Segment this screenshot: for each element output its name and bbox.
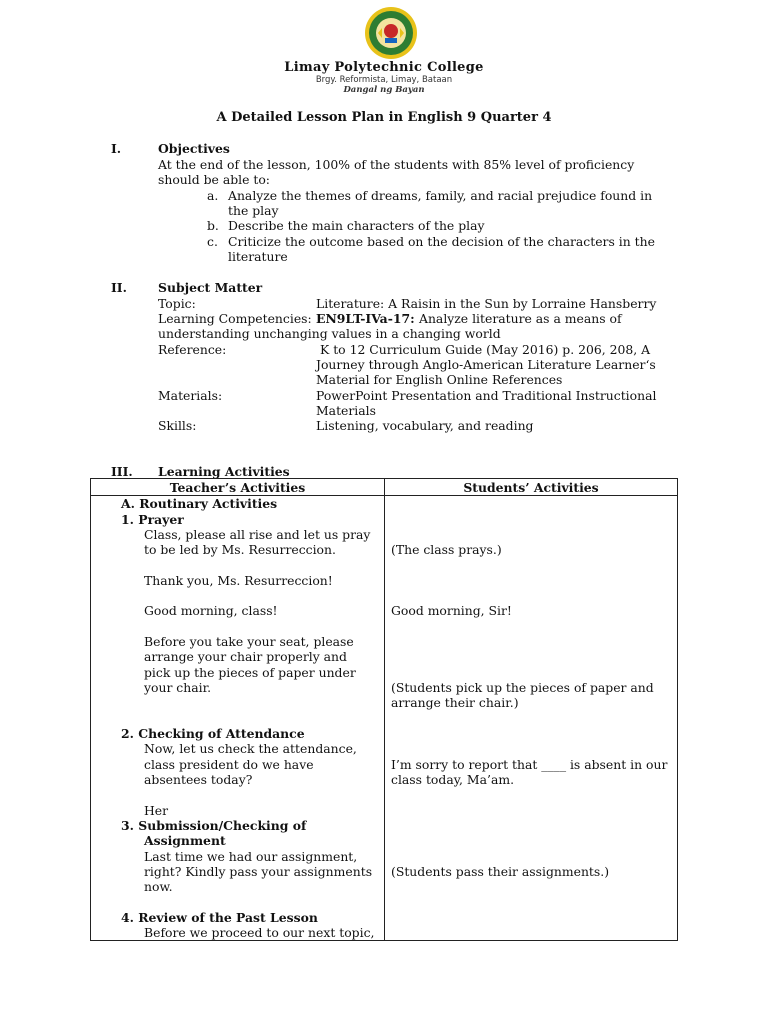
topic-label: Topic: (158, 296, 196, 311)
section-heading-activities: Learning Activities (158, 464, 290, 479)
topic-value: Literature: A Raisin in the Sun by Lorraine Hansberry (316, 296, 657, 311)
objectives-intro: At the end of the lesson, 100% of the students with 85% level of proficiency (158, 157, 635, 172)
competency-code: EN9LT-IVa-17: (316, 311, 415, 326)
document-title: A Detailed Lesson Plan in English 9 Quarter 4 (216, 110, 552, 125)
section-heading-subject: Subject Matter (158, 280, 263, 295)
objective-item: Criticize the outcome based on the decision of the characters in the (228, 234, 655, 249)
skills-label: Skills: (158, 418, 197, 433)
objective-letter: c. (207, 234, 218, 249)
teacher-line: pick up the pieces of paper under (144, 665, 356, 680)
student-line: (Students pass their assignments.) (391, 864, 610, 879)
teacher-line: Now, let us check the attendance, (144, 741, 357, 756)
competency-value: Analyze literature as a means of (419, 311, 622, 326)
teacher-line: Last time we had our assignment, (144, 849, 358, 864)
subheading-review: 4. Review of the Past Lesson (121, 910, 318, 925)
teacher-line: Before you take your seat, please (144, 634, 354, 649)
teacher-line: arrange your chair properly and (144, 649, 347, 664)
college-motto: Dangal ng Bayan (343, 85, 425, 95)
teacher-line: to be led by Ms. Resurreccion. (144, 542, 336, 557)
teacher-line: right? Kindly pass your assignments (144, 864, 373, 879)
teacher-line: Her (144, 803, 169, 818)
activities-table (90, 478, 678, 941)
teacher-line: Good morning, class! (144, 603, 278, 618)
teacher-line: Before we proceed to our next topic, (144, 925, 375, 940)
column-header-students: Students’ Activities (463, 480, 599, 495)
college-address: Brgy. Reformista, Limay, Bataan (315, 75, 453, 85)
college-seal-logo (364, 6, 418, 60)
competencies-label: Learning Competencies: (158, 311, 312, 326)
objective-letter: a. (207, 188, 219, 203)
reference-value: K to 12 Curriculum Guide (May 2016) p. 206, 208, A (320, 342, 651, 357)
competency-value: understanding unchanging values in a changing world (158, 326, 501, 341)
student-line: (The class prays.) (391, 542, 502, 557)
teacher-line: your chair. (144, 680, 212, 695)
reference-value: Journey through Anglo-American Literature Learner‘s (316, 357, 656, 372)
reference-value: Material for English Online References (316, 372, 563, 387)
objective-item: Describe the main characters of the play (228, 218, 485, 233)
subheading-attendance: 2. Checking of Attendance (121, 726, 305, 741)
section-number: I. (111, 141, 122, 156)
college-name: Limay Polytechnic College (284, 60, 484, 75)
teacher-line: class president do we have (144, 757, 314, 772)
section-number: II. (111, 280, 127, 295)
student-line: arrange their chair.) (391, 695, 519, 710)
teacher-line: now. (144, 879, 173, 894)
materials-label: Materials: (158, 388, 223, 403)
teacher-line: Class, please all rise and let us pray (144, 527, 371, 542)
objectives-intro: should be able to: (158, 172, 270, 187)
student-line: Good morning, Sir! (391, 603, 512, 618)
subheading-prayer: 1. Prayer (121, 512, 184, 527)
materials-value: PowerPoint Presentation and Traditional Instructional (316, 388, 657, 403)
objective-item: literature (228, 249, 288, 264)
objective-item: Analyze the themes of dreams, family, and racial prejudice found in (228, 188, 653, 203)
subheading-routinary: A. Routinary Activities (121, 496, 278, 511)
student-line: I’m sorry to report that ____ is absent in our (391, 757, 668, 772)
reference-label: Reference: (158, 342, 227, 357)
objective-letter: b. (207, 218, 219, 233)
subheading-submission: 3. Submission/Checking of (121, 818, 307, 833)
subheading-submission: Assignment (144, 833, 226, 848)
column-divider (384, 479, 385, 940)
column-header-teacher: Teacher’s Activities (169, 480, 306, 495)
materials-value: Materials (316, 403, 376, 418)
section-heading-objectives: Objectives (158, 141, 230, 156)
student-line: class today, Ma’am. (391, 772, 515, 787)
skills-value: Listening, vocabulary, and reading (316, 418, 534, 433)
teacher-line: Thank you, Ms. Resurreccion! (144, 573, 333, 588)
student-line: (Students pick up the pieces of paper and (391, 680, 654, 695)
objective-item: the play (228, 203, 279, 218)
section-number: III. (111, 464, 133, 479)
teacher-line: absentees today? (144, 772, 253, 787)
